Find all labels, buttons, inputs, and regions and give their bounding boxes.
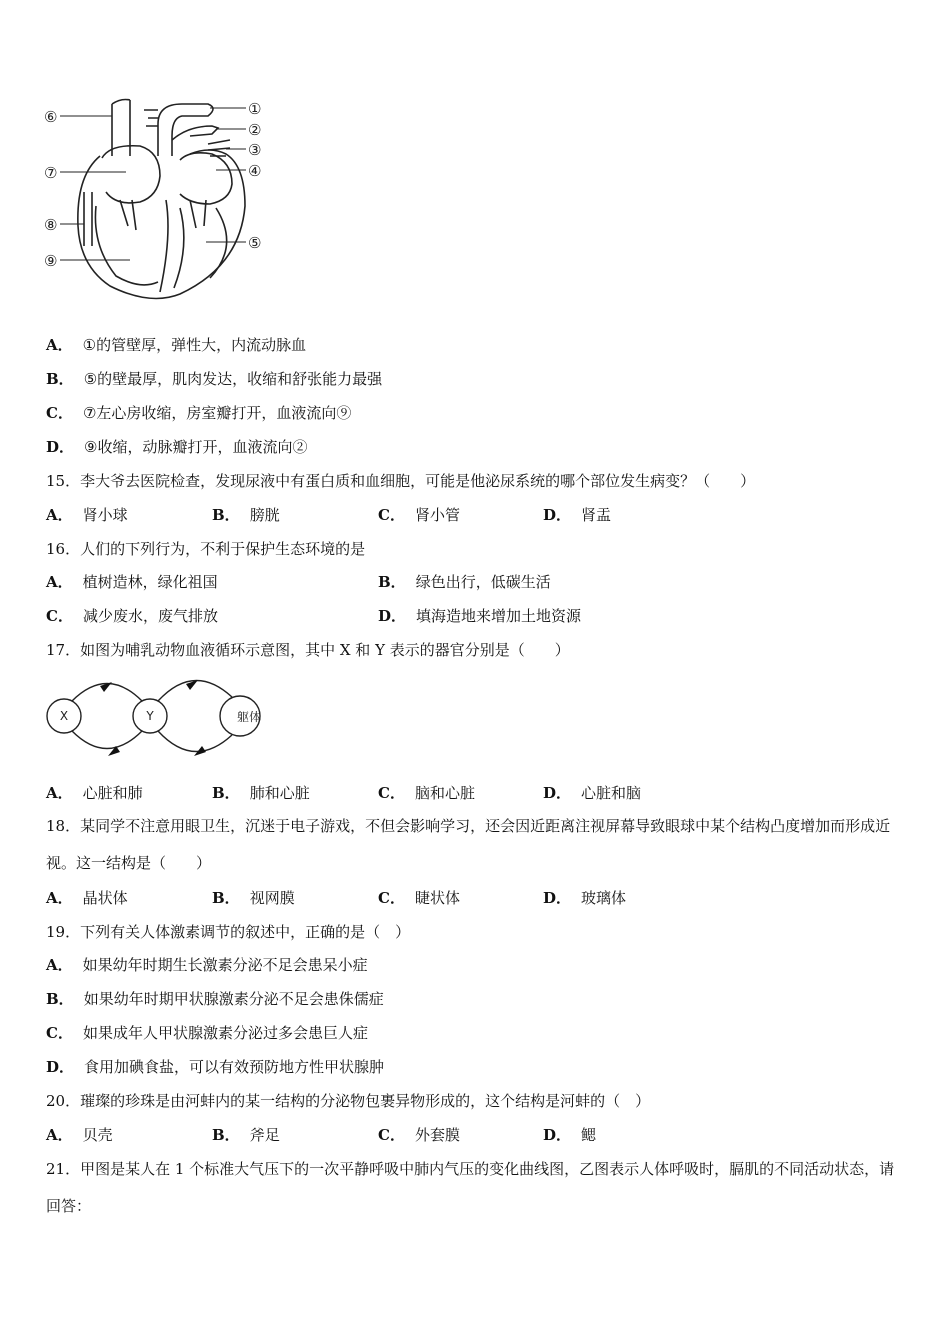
heart-label-9: ⑨ xyxy=(44,252,58,270)
q20-option-a: A． 贝壳 xyxy=(46,1126,113,1144)
q15-option-a: A． 肾小球 xyxy=(46,506,128,524)
q19-option-d: D． 食用加碘食盐，可以有效预防地方性甲状腺肿 xyxy=(46,1058,385,1076)
heart-label-5: ⑤ xyxy=(248,234,262,252)
q15-stem: 15．李大爷去医院检查，发现尿液中有蛋白质和血细胞，可能是他泌尿系统的哪个部位发生病变？（ ） xyxy=(46,472,756,490)
heart-label-6: ⑥ xyxy=(44,108,58,126)
q19-option-c: C． 如果成年人甲状腺激素分泌过多会患巨人症 xyxy=(46,1024,368,1042)
heart-label-2: ② xyxy=(248,121,262,139)
q17-option-c: C． 脑和心脏 xyxy=(378,784,475,802)
circle-x-label: X xyxy=(59,709,69,723)
q16-option-c: C． 减少废水，废气排放 xyxy=(46,607,218,625)
circle-body-label: 躯体 xyxy=(236,710,262,724)
q18-option-c: C． 睫状体 xyxy=(378,889,460,907)
q21-stem: 21．甲图是某人在 1 个标准大气压下的一次平静呼吸中肺内气压的变化曲线图，乙图表示人体呼吸时，膈肌的不同活动状态，请回答： xyxy=(46,1160,895,1215)
heart-label-1: ① xyxy=(248,100,262,118)
q20-option-c: C． 外套膜 xyxy=(378,1126,460,1144)
circulation-diagram xyxy=(44,670,284,762)
q14-option-b: B． ⑤的壁最厚，肌肉发达，收缩和舒张能力最强 xyxy=(46,370,383,388)
q16-option-d: D． 填海造地来增加土地资源 xyxy=(378,607,582,625)
q18-option-d: D． 玻璃体 xyxy=(543,889,627,907)
heart-label-7: ⑦ xyxy=(44,164,58,182)
q14-option-d: D． ⑨收缩，动脉瓣打开，血液流向② xyxy=(46,438,308,456)
q19-option-b: B． 如果幼年时期甲状腺激素分泌不足会患侏儒症 xyxy=(46,990,384,1008)
q14-option-a: A． ①的管壁厚，弹性大，内流动脉血 xyxy=(46,336,307,354)
heart-label-3: ③ xyxy=(248,141,262,159)
q15-option-d: D． 肾盂 xyxy=(543,506,612,524)
q16-option-b: B． 绿色出行，低碳生活 xyxy=(378,573,551,591)
q14-option-c: C． ⑦左心房收缩，房室瓣打开，血液流向⑨ xyxy=(46,404,352,422)
q17-option-b: B． 肺和心脏 xyxy=(212,784,310,802)
q17-option-a: A． 心脏和肺 xyxy=(46,784,143,802)
heart-label-4: ④ xyxy=(248,162,262,180)
q18-option-b: B． 视网膜 xyxy=(212,889,295,907)
q18-stem: 18．某同学不注意用眼卫生，沉迷于电子游戏，不但会影响学习，还会因近距离注视屏幕导致眼球中某个结构凸度增加而形成近视。这一结构是（ ） xyxy=(46,817,891,872)
q20-stem: 20．璀璨的珍珠是由河蚌内的某一结构的分泌物包裹异物形成的，这个结构是河蚌的（ ） xyxy=(46,1092,651,1110)
q20-option-b: B． 斧足 xyxy=(212,1126,280,1144)
heart-label-8: ⑧ xyxy=(44,216,58,234)
q15-option-c: C． 肾小管 xyxy=(378,506,460,524)
q20-option-d: D． 鳃 xyxy=(543,1126,597,1144)
q19-stem: 19．下列有关人体激素调节的叙述中，正确的是（ ） xyxy=(46,923,411,941)
q19-option-a: A． 如果幼年时期生长激素分泌不足会患呆小症 xyxy=(46,956,368,974)
heart-diagram xyxy=(40,96,280,308)
q17-option-d: D． 心脏和脑 xyxy=(543,784,642,802)
q16-option-a: A． 植树造林，绿化祖国 xyxy=(46,573,218,591)
circle-y-label: Y xyxy=(146,709,154,723)
q17-stem: 17．如图为哺乳动物血液循环示意图，其中 X 和 Y 表示的器官分别是（ ） xyxy=(46,641,570,659)
q18-option-a: A． 晶状体 xyxy=(46,889,128,907)
q16-stem: 16．人们的下列行为，不利于保护生态环境的是 xyxy=(46,540,366,558)
q15-option-b: B． 膀胱 xyxy=(212,506,280,524)
